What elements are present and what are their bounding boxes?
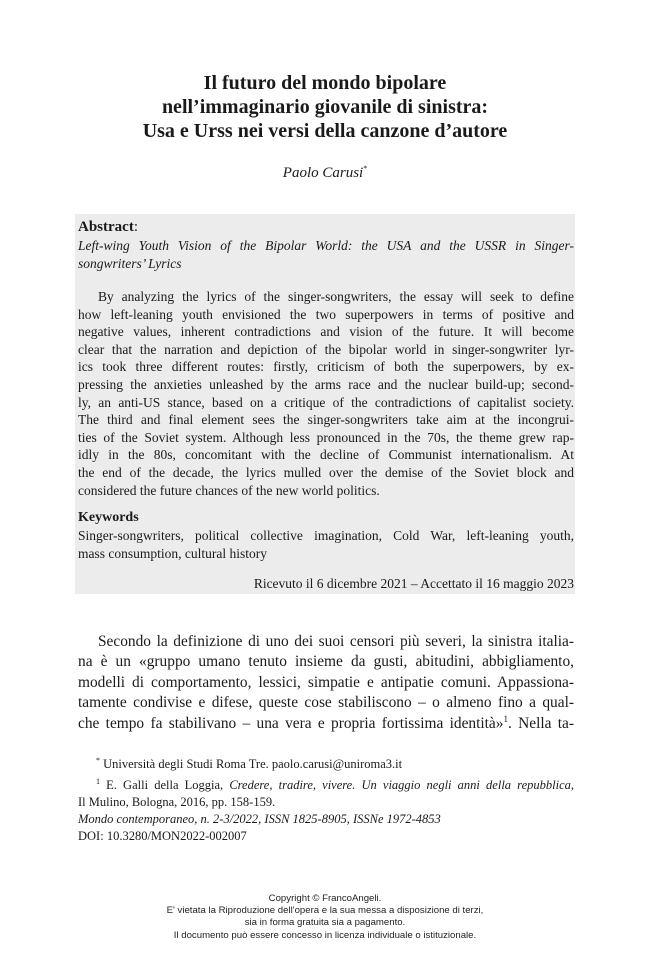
body-line: na è un «gruppo umano tenuto insieme da gusti, abitudini, abbigliamento,: [78, 653, 574, 671]
abstract-line: By analyzing the lyrics of the singer-songwriters, the essay will seek to define: [98, 289, 574, 304]
footnote-text: Università degli Studi Roma Tre. paolo.carusi@uniroma3.it: [103, 757, 403, 772]
keywords-line: mass consumption, cultural history: [78, 545, 267, 561]
abstract-line: negative values, inherent contradictions and vision of the future. It will become: [78, 324, 574, 340]
abstract-subtitle: [78, 237, 574, 273]
journal-doi[interactable]: DOI: 10.3280/MON2022-002007: [78, 829, 247, 843]
copyright-line: sia in forma gratuita sia a pagamento.: [244, 917, 406, 929]
copyright-line: Il documento può essere concesso in licenza individuale o istituzionale.: [173, 929, 477, 941]
body-line-tail: . Nella ta-: [507, 714, 574, 732]
title-line: Usa e Urss nei versi della canzone d’autore: [142, 120, 508, 142]
author-byline: [0, 164, 650, 182]
keywords-list: [78, 527, 574, 562]
abstract-line: ties of the Soviet system. Although less pronounced in the 70s, the theme grew rap-: [78, 429, 574, 445]
footnote-reference[interactable]: 1: [503, 713, 508, 724]
abstract-body: [78, 288, 574, 499]
abstract-line: the end of the decade, the lyrics mulled over the demise of the Soviet block and: [78, 464, 574, 480]
footnote-marker: 1: [96, 777, 100, 787]
author-name: Paolo Carusi: [282, 165, 364, 181]
footnote-text: E. Galli della Loggia,: [106, 778, 230, 793]
footnote-book-title: Credere, tradire, vivere. Un viaggio negli anni della repubblica: [229, 778, 571, 793]
footnote-1: [78, 773, 574, 794]
abstract-subtitle-line: Left-wing Youth Vision of the Bipolar World: the USA and the USSR in Singer-: [78, 238, 574, 253]
body-line: tamente condivise e difese, queste cose stabiliscono – o almeno fino a qual-: [78, 694, 574, 712]
footnotes: [78, 752, 574, 811]
copyright-line: E' vietata la Riproduzione dell'opera e la sua messa a disposizione di terzi,: [166, 905, 484, 917]
keywords-line: Singer-songwriters, political collective imagination, Cold War, left-leaning youth,: [78, 528, 574, 543]
body-line: modelli di comportamento, lessici, simpatie e antipatie comuni. Appassiona-: [78, 673, 574, 691]
body-paragraph: [78, 632, 574, 734]
title-line: Il futuro del mondo bipolare: [203, 72, 447, 94]
body-line: Secondo la definizione di uno dei suoi censori più severi, la sinistra italia-: [98, 633, 574, 650]
abstract-line: clear that the narration and depiction of the bipolar world in singer-songwriter lyr-: [78, 341, 574, 357]
copyright-notice: [0, 893, 650, 942]
footnote-marker: *: [96, 756, 100, 765]
body-line-text: che tempo fa stabilivano – una vera e propria fortissima identità»: [78, 714, 504, 732]
abstract-heading-label: Abstract: [78, 219, 134, 235]
keywords-heading: Keywords: [78, 510, 139, 525]
copyright-line: Copyright © FrancoAngeli.: [268, 893, 382, 904]
received-accepted-dates: Ricevuto il 6 dicembre 2021 – Accettato il 16 maggio 2023: [253, 576, 574, 591]
abstract-line: considered the future chances of the new world politics.: [78, 482, 380, 498]
journal-info: [78, 811, 574, 845]
abstract-line: pressing the anxieties unleashed by the arms race and the nuclear build-up; second-: [78, 376, 574, 392]
author-footnote-marker: *: [363, 164, 368, 173]
abstract-line: The third and final element sees the singer-songwriters take aim at the incongrui-: [78, 412, 574, 428]
journal-citation: Mondo contemporaneo, n. 2-3/2022, ISSN 1825-8905, ISSNe 1972-4853: [78, 812, 441, 826]
body-line: [78, 714, 574, 734]
footnote-1-continuation: Il Mulino, Bologna, 2016, pp. 158-159.: [78, 795, 276, 810]
abstract-line: ly, an anti-US stance, based on a critique of the contradictions of capitalist society.: [78, 394, 574, 410]
abstract-heading: [78, 219, 138, 236]
abstract-subtitle-line: songwriters’ Lyrics: [78, 256, 182, 271]
title-line: nell’immaginario giovanile di sinistra:: [161, 96, 489, 118]
abstract-heading-colon: :: [133, 219, 138, 235]
article-title: [0, 71, 650, 143]
footnote-author-affiliation: [78, 752, 574, 773]
footnote-text: ,: [570, 778, 574, 793]
abstract-line: ics took three different routes: firstly, criticism of both the superpowers, by ex-: [78, 359, 574, 375]
abstract-line: how left-leaning youth envisioned the two superpowers in terms of positive and: [78, 306, 574, 322]
abstract-line: idly in the 80s, concomitant with the decline of Communist internationalism. At: [78, 447, 574, 463]
